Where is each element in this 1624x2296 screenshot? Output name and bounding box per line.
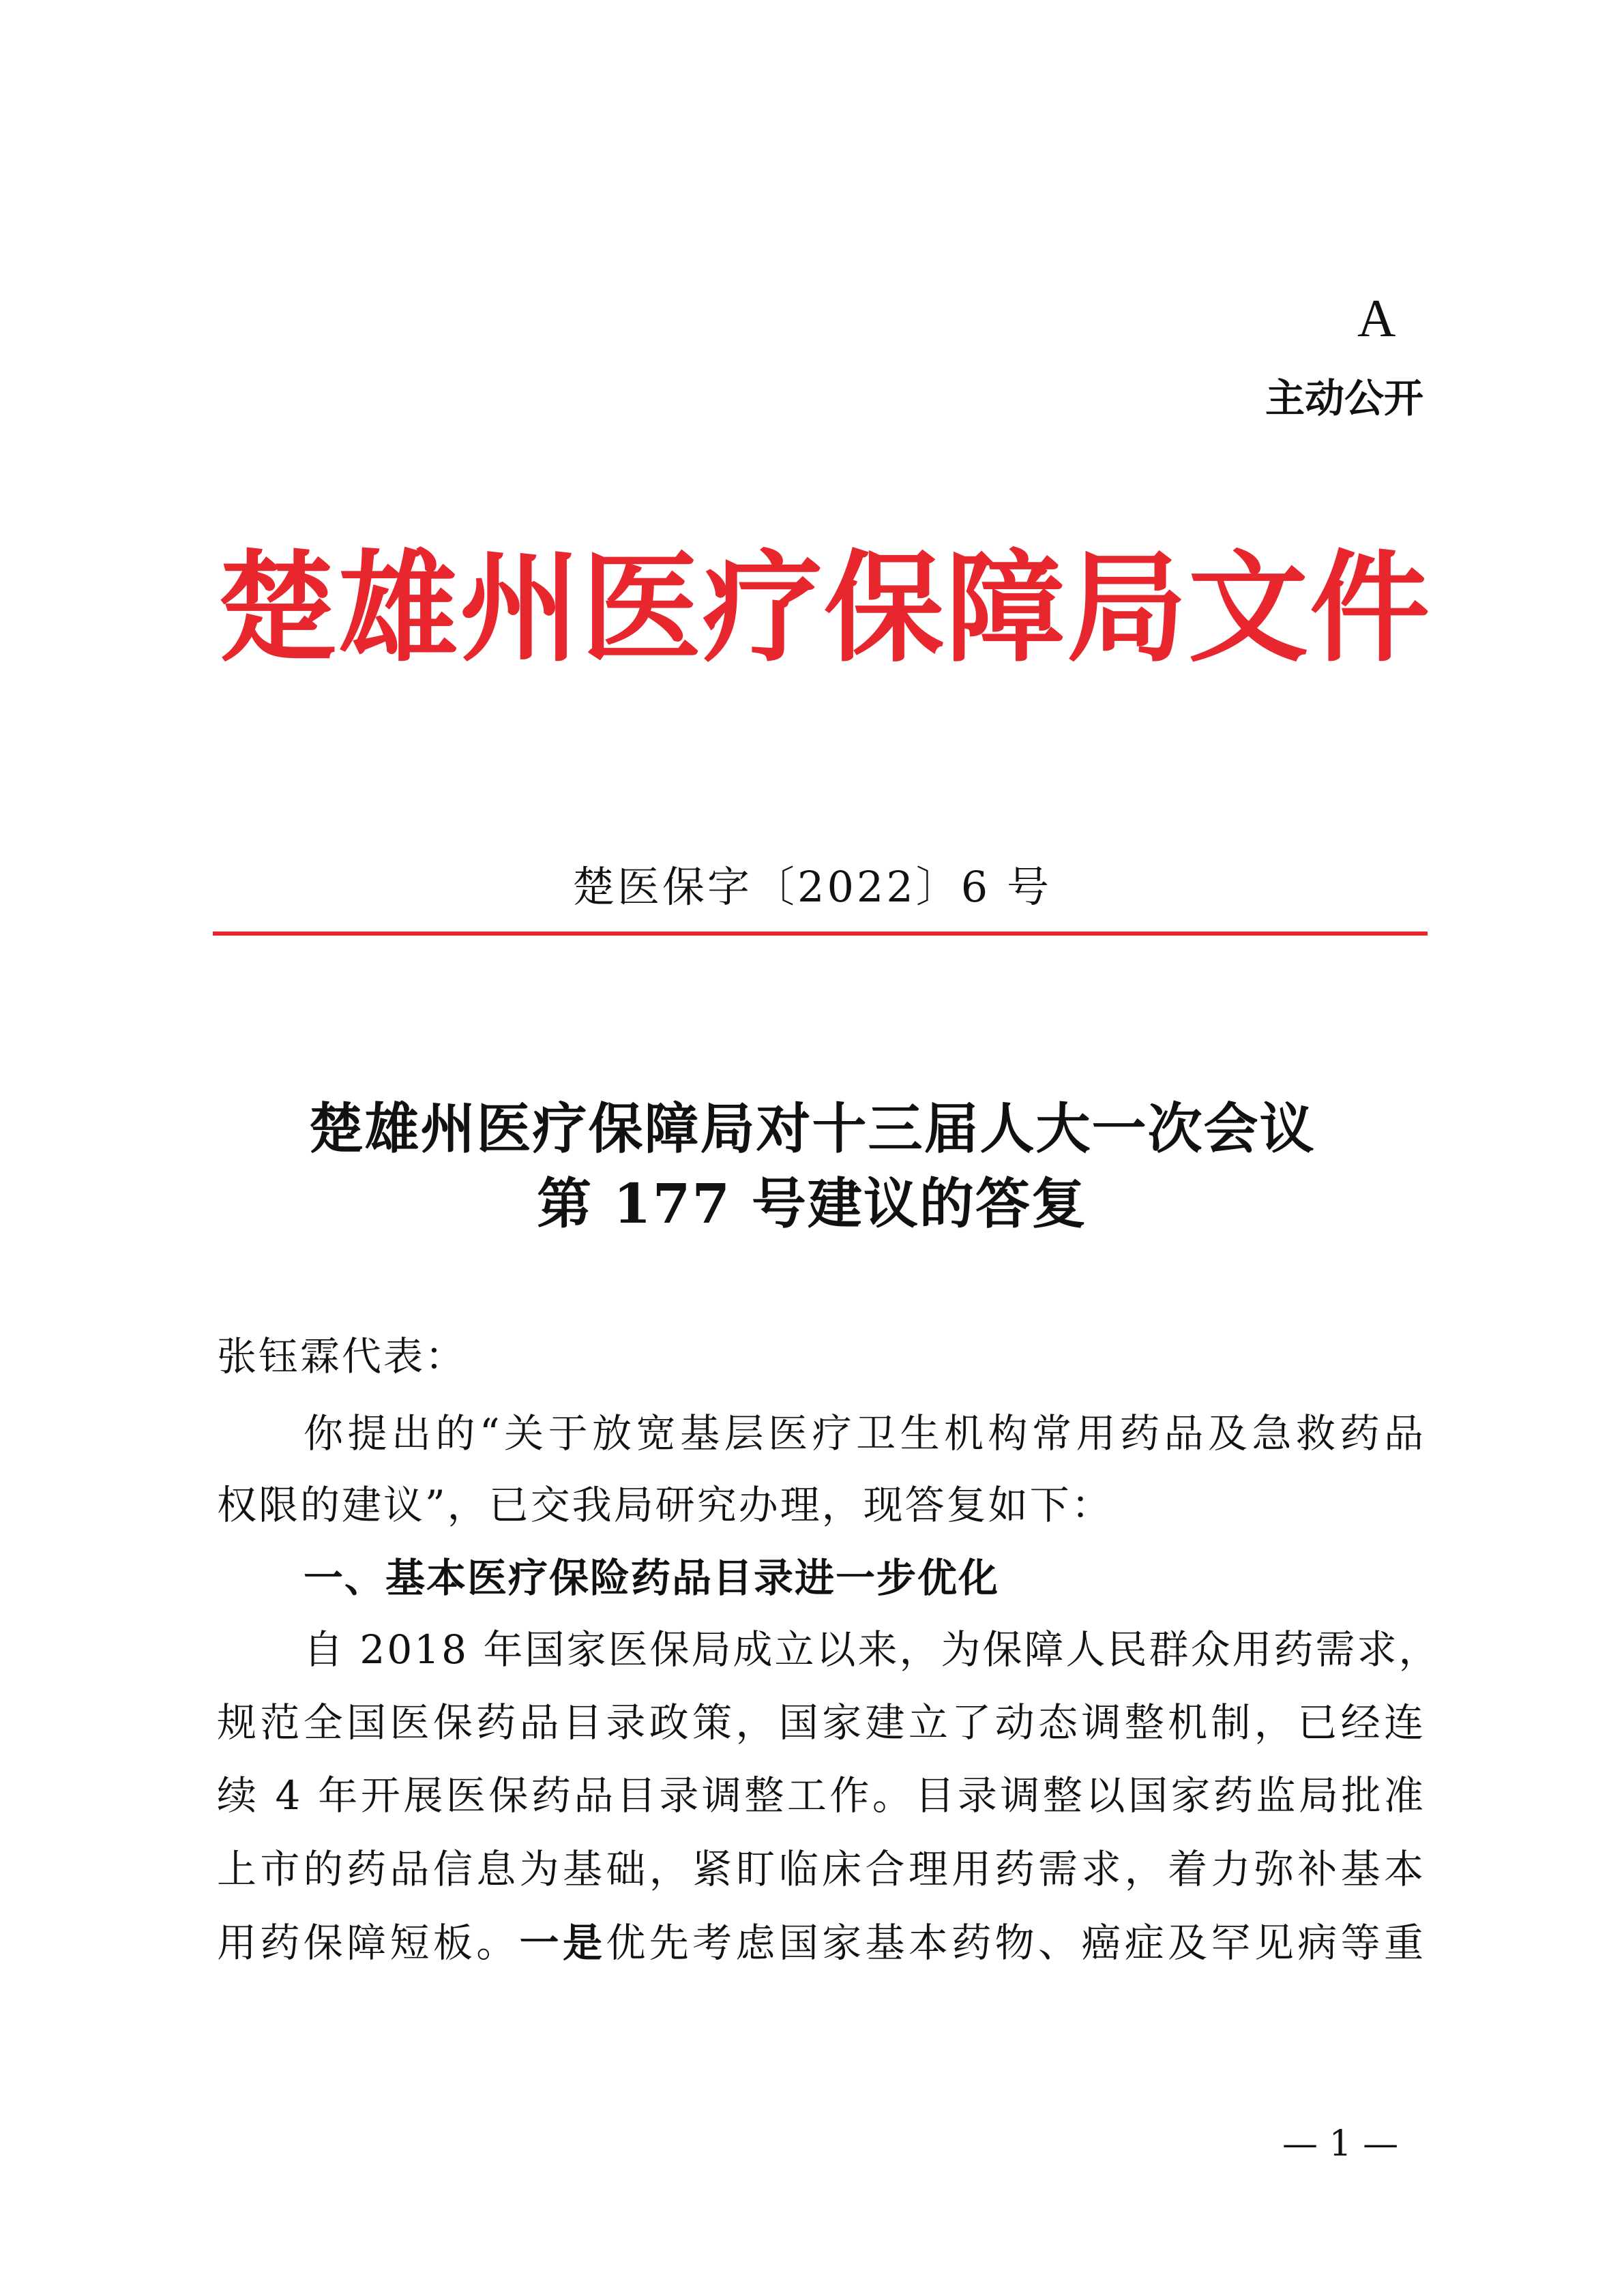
section-heading: 一、基本医疗保险药品目录进一步优化 xyxy=(304,1555,1000,1601)
paragraph-2-line-5-rest: 优先考虑国家基本药物、癌症及罕见病等重 xyxy=(606,1920,1426,1966)
paragraph-2-line-5-prefix: 用药保障短板。 xyxy=(217,1920,520,1966)
document-number: 楚医保字〔2022〕6 号 xyxy=(572,862,1052,912)
paragraph-2-line-5-bold: 一是 xyxy=(519,1920,606,1966)
document-title-line-1: 楚雄州医疗保障局对十三届人大一次会议 xyxy=(308,1097,1316,1161)
paragraph-2-line-3: 续 4 年开展医保药品目录调整工作。目录调整以国家药监局批准 xyxy=(217,1772,1426,1819)
paragraph-1-line-2: 权限的建议”，已交我局研究办理，现答复如下： xyxy=(217,1482,1113,1528)
classification-mark: A xyxy=(1357,288,1396,348)
document-title-line-2: 第 177 号建议的答复 xyxy=(537,1172,1087,1236)
paragraph-2-line-2: 规范全国医保药品目录政策，国家建立了动态调整机制，已经连 xyxy=(217,1699,1426,1746)
red-divider-line xyxy=(213,931,1428,936)
issuer-header: 楚雄州医疗保障局文件 xyxy=(217,537,1432,679)
paragraph-1-line-1: 你提出的“关于放宽基层医疗卫生机构常用药品及急救药品 xyxy=(304,1410,1426,1457)
salutation: 张钰霖代表： xyxy=(217,1333,467,1380)
paragraph-2-line-1: 自 2018 年国家医保局成立以来，为保障人民群众用药需求， xyxy=(304,1626,1441,1673)
paragraph-2-line-5 xyxy=(217,1920,1426,1966)
paragraph-2-line-4: 上市的药品信息为基础，紧盯临床合理用药需求，着力弥补基本 xyxy=(217,1846,1426,1892)
page-number: — 1 — xyxy=(1282,2123,1399,2164)
disclosure-label: 主动公开 xyxy=(1265,375,1424,421)
